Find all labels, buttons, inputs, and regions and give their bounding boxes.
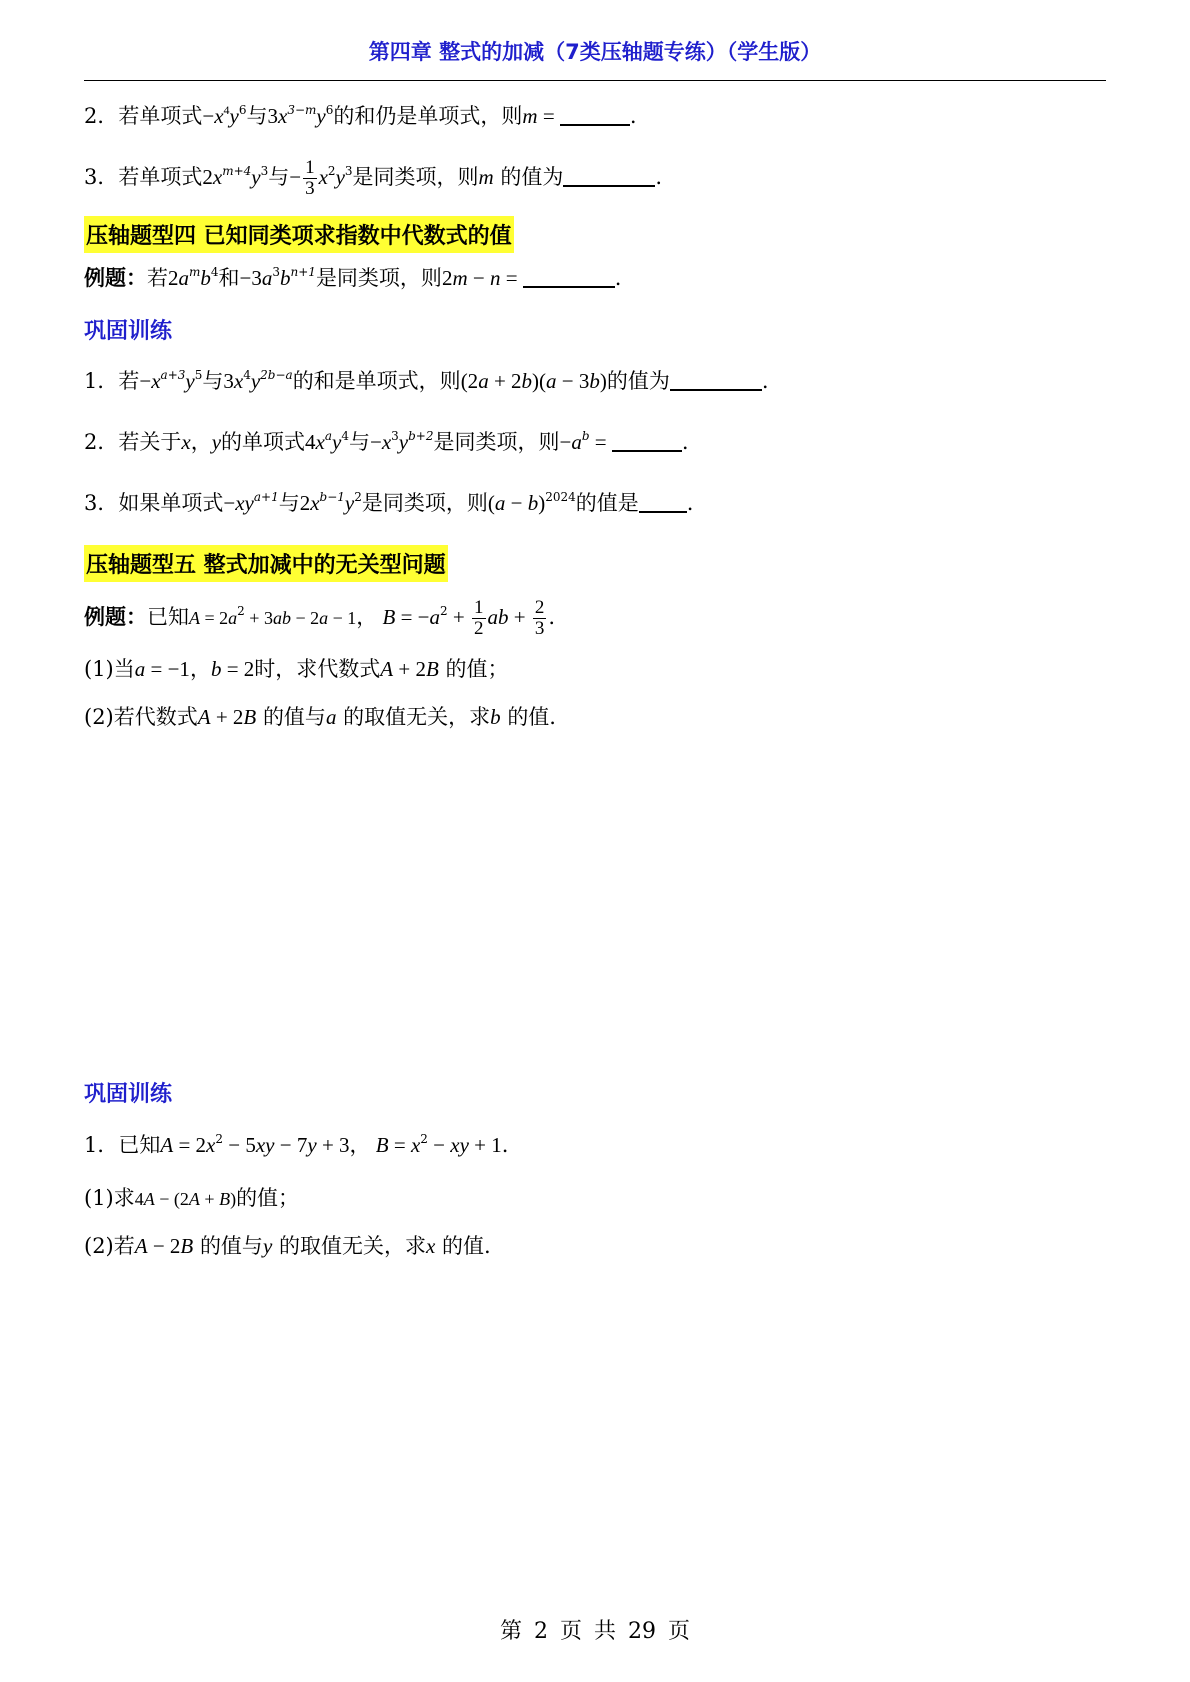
punctuation: . — [761, 369, 769, 393]
question-text: 的值； — [236, 1186, 300, 1210]
question-text: 是同类项，则 — [361, 491, 488, 515]
question-text: 已知 — [118, 1133, 161, 1157]
question-text: 的值为 — [500, 164, 564, 189]
question-text: 时，求代数式 — [254, 657, 381, 681]
question-text: 的值与 — [262, 705, 326, 729]
fraction-one-third: $\frac{1}{3}$ — [305, 157, 315, 199]
question-3: 3．若单项式$2x^{m+4}y^3$与− $\frac{1}{3}$ $x^2y^3$是同类项，则m 的值为 . — [84, 157, 663, 199]
example-label: 例题 — [84, 604, 126, 629]
question-text: 的值. — [441, 1234, 491, 1258]
question-text: 与 — [202, 369, 224, 393]
question-text: 的值为 — [606, 369, 670, 393]
question-text: 的值与 — [199, 1234, 263, 1258]
question-text: 的取值无关，求 — [343, 705, 491, 729]
part-prefix: (2)若代数式 — [84, 705, 198, 729]
section-title-4: 压轴题型四 已知同类项求指数中代数式的值 — [84, 216, 514, 253]
practice-question-1b-part-2: (2)若A − 2B 的值与y 的取值无关，求x 的值. — [84, 1234, 491, 1258]
question-text: 的和仍是单项式，则 — [333, 104, 523, 128]
question-text: 与 — [278, 491, 300, 515]
footer-text: 页 — [668, 1619, 691, 1644]
part-prefix: (2)若 — [84, 1234, 135, 1258]
practice-question-2: 2．若关于x，y的单项式$4x^ay^4$与$-x^3y^{b+2}$是同类项，则$-a^b$ = . — [84, 429, 689, 454]
section-title-5: 压轴题型五 整式加减中的无关型问题 — [84, 545, 448, 582]
fraction-two-thirds: $\frac{2}{3}$ — [534, 597, 545, 639]
question-text: 的取值无关，求 — [278, 1234, 426, 1258]
punctuation: . — [655, 164, 663, 189]
punctuation: . — [629, 104, 637, 128]
example-colon: ： — [126, 266, 147, 290]
practice-question-3: 3．如果单项式$-xy^{a+1}$与$2x^{b-1}y^2$是同类项，则$(a - b)^{2024}$的值是 . — [84, 490, 694, 515]
question-text: 是同类项，则 — [315, 266, 442, 290]
question-text: 与 — [348, 430, 370, 454]
practice-question-1: 1．若$-x^{a+3}y^5$与$3x^4y^{2b-a}$的和是单项式，则(2a + 2b)(a − 3b)的值为 . — [84, 368, 769, 393]
question-number: 3． — [84, 491, 119, 515]
practice-title: 巩固训练 — [84, 319, 173, 344]
footer-total-pages: 29 — [628, 1619, 657, 1644]
fraction-one-half: $\frac{1}{2}$ — [474, 597, 484, 639]
punctuation: . — [686, 491, 694, 515]
answer-blank[interactable] — [563, 165, 655, 187]
question-text: 若关于 — [118, 430, 182, 454]
page-footer — [0, 1614, 1190, 1645]
question-text: 是同类项，则 — [433, 430, 560, 454]
practice-title: 巩固训练 — [84, 1082, 173, 1107]
punctuation: . — [614, 266, 622, 290]
question-number: 2． — [84, 430, 119, 454]
question-number: 3． — [84, 164, 119, 189]
example-4: 例题：若$2a^mb^4$和$-3a^3b^{n+1}$是同类项，则2m − n = . — [84, 265, 622, 290]
question-text: 若 — [147, 266, 168, 290]
practice-question-1b: 1．已知$A = 2x^2 - 5xy - 7y + 3$， $B = x^2$ − xy + 1. — [84, 1132, 509, 1157]
example-label: 例题 — [84, 266, 126, 290]
example-5-part-1: (1)当a = −1，b = 2时，求代数式A + 2B 的值； — [84, 657, 509, 681]
punctuation: . — [501, 1133, 509, 1157]
question-text: 是同类项，则 — [352, 164, 479, 189]
question-number: 1． — [84, 1133, 119, 1157]
answer-blank[interactable] — [639, 491, 687, 513]
question-2: 2．若单项式$-x^4y^6$与$3x^{3-m}y^6$的和仍是单项式，则m = . — [84, 103, 637, 128]
footer-page-number: 2 — [533, 1619, 548, 1644]
answer-blank[interactable] — [670, 369, 762, 391]
example-5-part-2: (2)若代数式A + 2B 的值与a 的取值无关，求b 的值. — [84, 705, 556, 729]
question-text: 与 — [246, 104, 268, 128]
punctuation: . — [548, 604, 556, 629]
footer-text: 页 — [559, 1619, 582, 1644]
question-text: ， — [189, 657, 211, 681]
question-text: 已知 — [147, 604, 189, 629]
footer-text: 第 — [499, 1619, 522, 1644]
page-header-title: 第四章 整式的加减（7类压轴题专练）（学生版） — [368, 40, 822, 64]
part-prefix: (1)求 — [84, 1186, 135, 1210]
question-text: ， — [356, 604, 378, 629]
question-number: 1． — [84, 369, 119, 393]
answer-blank[interactable] — [523, 266, 615, 288]
question-text: 若单项式 — [118, 104, 203, 128]
question-text: 的和是单项式，则 — [292, 369, 461, 393]
question-text: ， — [190, 430, 212, 454]
question-text: 若单项式 — [118, 164, 203, 189]
answer-blank[interactable] — [560, 104, 630, 126]
question-text: 若 — [118, 369, 140, 393]
question-text: 的单项式 — [221, 430, 306, 454]
question-text: 如果单项式 — [118, 491, 224, 515]
example-5: 例题：已知$A = 2a^2 + 3ab - 2a - 1$， $B = -a^2$ + $\frac{1}{2}$ ab + $\frac{2}{3}$ . — [84, 597, 556, 639]
answer-blank[interactable] — [612, 430, 682, 452]
question-text: 与 — [268, 164, 290, 189]
header-rule — [84, 80, 1106, 81]
question-text: ， — [349, 1133, 371, 1157]
question-text: 的值； — [445, 657, 509, 681]
question-text: 和 — [218, 266, 240, 290]
question-text: 的值. — [507, 705, 556, 729]
part-prefix: (1)当 — [84, 657, 135, 681]
practice-question-1b-part-1: (1)求4A − (2A + B)的值； — [84, 1186, 300, 1210]
example-colon: ： — [126, 604, 147, 629]
question-number: 2． — [84, 104, 119, 128]
footer-text: 共 — [594, 1619, 617, 1644]
question-text: 的值是 — [575, 491, 639, 515]
punctuation: . — [681, 430, 689, 454]
